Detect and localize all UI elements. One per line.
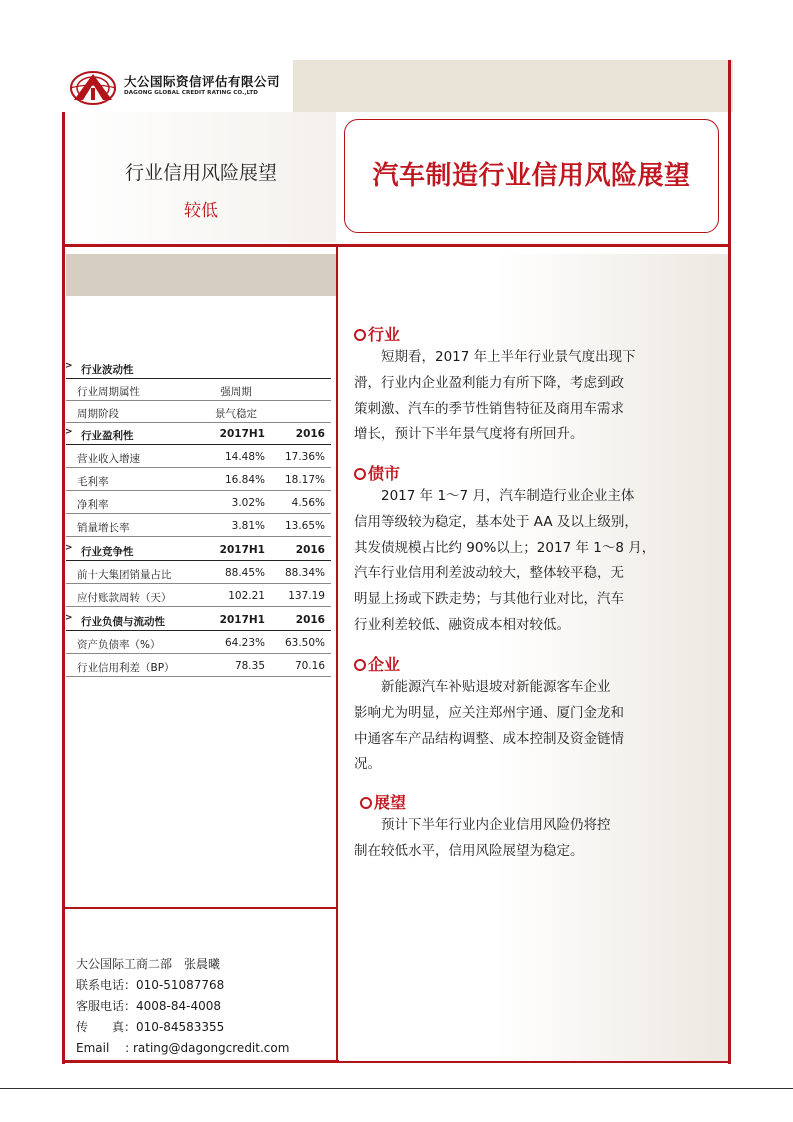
table-row: 资产负债率（%） 64.23% 63.50% bbox=[66, 632, 331, 654]
table-row: 净利率 3.02% 4.56% bbox=[66, 492, 331, 514]
header-band bbox=[293, 60, 733, 112]
circle-bullet-icon bbox=[360, 797, 372, 809]
contact-email[interactable]: Email : rating@dagongcredit.com bbox=[76, 1041, 290, 1055]
section-heading-bond-market: 债市 bbox=[354, 461, 400, 484]
logo-emblem-icon bbox=[68, 68, 122, 108]
circle-bullet-icon bbox=[354, 329, 366, 341]
section-heading-outlook: 展望 bbox=[360, 790, 406, 813]
logo-en-text: DAGONG GLOBAL CREDIT RATING CO.,LTD bbox=[124, 90, 258, 96]
table-section-header: > 行业盈利性 2017H1 2016 bbox=[66, 423, 331, 445]
page-title: 汽车制造行业信用风险展望 bbox=[372, 161, 691, 191]
table-row: 周期阶段 景气稳定 bbox=[66, 401, 331, 423]
arrow-right-icon: > bbox=[65, 361, 73, 371]
contact-service: 客服电话：4008-84-4008 bbox=[76, 999, 222, 1013]
frame-contact-divider bbox=[62, 907, 337, 909]
contact-fax: 传 真：010-84583355 bbox=[76, 1020, 225, 1034]
arrow-right-icon: > bbox=[65, 613, 73, 623]
frame-right-line bbox=[728, 60, 731, 1064]
outlook-label: 行业信用风险展望 bbox=[124, 162, 277, 184]
outlook-value: 较低 bbox=[184, 201, 218, 221]
section-text-industry: 短期看，2017 年上半年行业景气度出现下 滑，行业内企业盈利能力有所下降，考虑到政 策刺激、汽车的季节性销售特征及商用车需求 增长，预计下半年景气度将有所回升。 bbox=[354, 349, 636, 443]
arrow-right-icon: > bbox=[65, 543, 73, 553]
table-section-header: > 行业竞争性 2017H1 2016 bbox=[66, 539, 331, 561]
table-row: 行业信用利差（BP） 78.35 70.16 bbox=[66, 655, 331, 677]
frame-left-line bbox=[62, 112, 65, 1064]
table-row: 毛利率 16.84% 18.17% bbox=[66, 469, 331, 491]
table-section-header: > 行业波动性 bbox=[66, 357, 331, 379]
frame-header-divider bbox=[62, 244, 731, 247]
section-text-enterprise: 新能源汽车补贴退坡对新能源客车企业 影响尤为明显，应关注郑州宇通、厦门金龙和 中通客车产品结构调整、成本控制及资金链情 况。 bbox=[354, 679, 624, 773]
section-text-outlook: 预计下半年行业内企业信用风险仍将控 制在较低水平，信用风险展望为稳定。 bbox=[354, 817, 611, 859]
table-row: 销量增长率 3.81% 13.65% bbox=[66, 515, 331, 537]
tan-header-block bbox=[66, 254, 336, 296]
circle-bullet-icon bbox=[354, 468, 366, 480]
section-heading-industry: 行业 bbox=[354, 322, 400, 345]
circle-bullet-icon bbox=[354, 659, 366, 671]
section-text-bond-market: 2017 年 1～7 月，汽车制造行业企业主体 信用等级较为稳定，基本处于 AA 及以上级别， 其发债规模占比约 90%以上；2017 年 1～8 月， 汽车行业信用利差波动较大，整体较平稳，无 明显上扬或下跌走势；与其他行业对比，汽车 行业利差较低、融资成本相对较低。 bbox=[354, 488, 656, 633]
contact-phone: 联系电话：010-51087768 bbox=[76, 978, 225, 992]
footer-rule bbox=[0, 1088, 793, 1089]
contact-dept: 大公国际工商二部 张晨曦 bbox=[76, 957, 221, 971]
section-heading-enterprise: 企业 bbox=[354, 652, 400, 675]
table-row: 行业周期属性 强周期 bbox=[66, 379, 331, 401]
table-section-header: > 行业负债与流动性 2017H1 2016 bbox=[66, 609, 331, 631]
table-row: 前十大集团销量占比 88.45% 88.34% bbox=[66, 562, 331, 584]
table-row: 营业收入增速 14.48% 17.36% bbox=[66, 446, 331, 468]
table-row: 应付账款周转（天） 102.21 137.19 bbox=[66, 585, 331, 607]
arrow-right-icon: > bbox=[65, 427, 73, 437]
logo-cn-text: 大公国际资信评估有限公司 bbox=[124, 74, 281, 89]
frame-column-divider bbox=[336, 247, 338, 1061]
